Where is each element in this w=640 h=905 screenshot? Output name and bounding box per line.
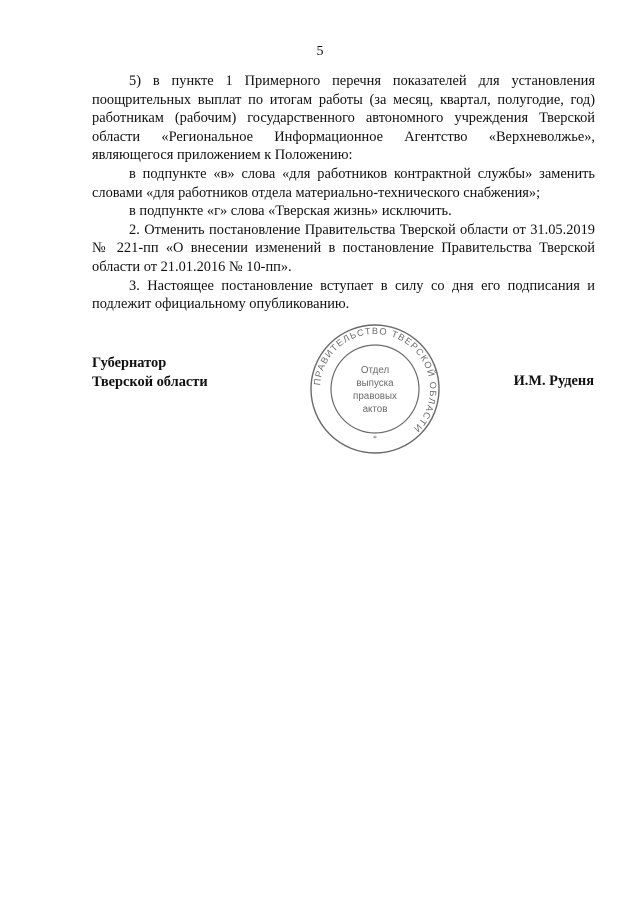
signatory-name: И.М. Руденя (513, 373, 594, 389)
stamp-star-icon: * (373, 434, 377, 443)
signatory-title-line1: Губернатор (92, 355, 167, 371)
paragraph-point-2: 2. Отменить постановление Правительства Тверской области от 31.05.2019 № 221-пп «О внесении изменений в постановление Правительства Тверской области от 21.01.2016 № 10-пп». (92, 221, 595, 275)
paragraph-subitem-g: в подпункте «г» слова «Тверская жизнь» исключить. (129, 203, 452, 220)
stamp-center-line4: актов (362, 404, 388, 415)
paragraph-subitem-v: в подпункте «в» слова «для работников контрактной службы» заменить словами «для работников отдела материально-технического снабжения»; (92, 165, 595, 201)
stamp-icon (308, 322, 442, 456)
paragraph-item-5: 5) в пункте 1 Примерного перечня показателей для установления поощрительных выплат по итогам работы (за месяц, квартал, полугодие, год) работникам (рабочим) государственного автономного учреждения Тверской области «Региональное Информационное Агентство «Верхневолжье», являющегося приложением к Положению: (92, 73, 595, 164)
official-stamp (308, 322, 442, 456)
stamp-center-line1: Отдел (360, 365, 390, 376)
stamp-inner-ring (331, 345, 419, 433)
page-number: 5 (316, 44, 324, 59)
paragraph-point-3: 3. Настоящее постановление вступает в силу со дня его подписания и подлежит официальному опубликованию. (92, 277, 595, 313)
stamp-ring-textpath: ПРАВИТЕЛЬСТВО ТВЕРСКОЙ ОБЛАСТИ (312, 325, 439, 435)
signatory-title (92, 354, 208, 391)
stamp-center-line2: выпуска (356, 378, 394, 389)
signatory-title-line2: Тверской области (92, 373, 208, 390)
document-body (92, 72, 595, 314)
stamp-center-line3: правовых (353, 391, 397, 402)
